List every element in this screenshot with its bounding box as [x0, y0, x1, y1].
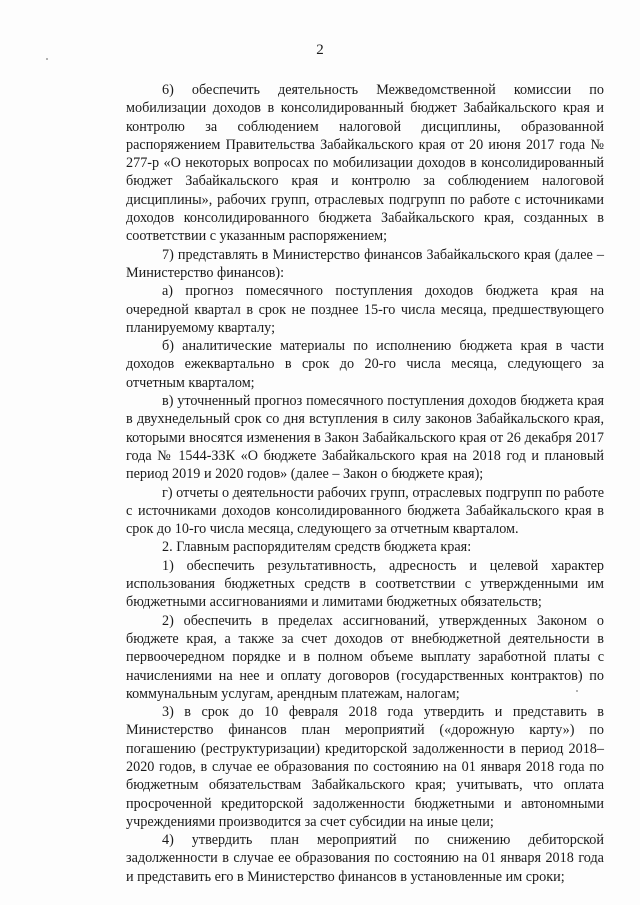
paragraph-subitem-a: а) прогноз помесячного поступления доходов бюджета края на очередной квартал в срок не позднее 15-го числа месяца, предшествующего планируемому кварталу; — [126, 283, 604, 336]
scan-speck — [46, 58, 48, 60]
paragraph-subitem-v: в) уточненный прогноз помесячного поступления доходов бюджета края в двухнедельный срок со дня вступления в силу законов Забайкальского края, которыми вносятся изменения в Закон Забайкальского края от 26 декабря 2017 года № 1544-ЗЗК «О бюджете Забайкальского края на 2018 год и плановый период 2019 и 2020 годов» (далее – Закон о бюджете края); — [126, 393, 604, 483]
paragraph-item-4: 4) утвердить план мероприятий по снижению дебиторской задолженности в случае ее образования по состоянию на 01 января 2018 года и представить его в Министерство финансов в установленные им сроки; — [126, 832, 604, 885]
paragraph-item-6: 6) обеспечить деятельность Межведомственной комиссии по мобилизации доходов в консолидированный бюджет Забайкальского края и контролю за соблюдением налоговой дисциплины, образованной распоряжением Правительства Забайкальского края от 20 июня 2017 года № 277-р «О некоторых вопросах по мобилизации доходов в консолидированный бюджет Забайкальского края и контролю за соблюдением налоговой дисциплины», рабочих групп, отраслевых подгрупп по работе с источниками доходов консолидированного бюджета Забайкальского края, созданных в соответствии с указанным распоряжением; — [126, 82, 604, 245]
paragraph-subitem-g: г) отчеты о деятельности рабочих групп, отраслевых подгрупп по работе с источниками доходов консолидированного бюджета Забайкальского края в срок до 10-го числа месяца, следующего за отчетным кварталом. — [126, 484, 604, 538]
paragraph-section-2: 2. Главным распорядителям средств бюджета края: — [162, 539, 472, 556]
paragraph-item-7: 7) представлять в Министерство финансов Забайкальского края (далее – Министерство финансов): — [126, 246, 604, 281]
document-body — [126, 81, 604, 886]
paragraph-item-3: 3) в срок до 10 февраля 2018 года утвердить и представить в Министерство финансов план мероприятий («дорожную карту») по погашению (реструктуризации) кредиторской задолженности в период 2018–2020 годов, в случае ее образования по состоянию на 01 января 2018 года по бюджетным обязательствам Забайкальского края; учитывать, что оплата просроченной кредиторской задолженности бюджетными и автономными учреждениями производится за счет субсидии на иные цели; — [126, 704, 604, 830]
paragraph-item-1: 1) обеспечить результативность, адресность и целевой характер использования бюджетных средств в соответствии с утвержденными им бюджетными ассигнованиями и лимитами бюджетных обязательств; — [126, 557, 604, 611]
page-number: 2 — [316, 42, 324, 58]
paragraph-item-2: 2) обеспечить в пределах ассигнований, утвержденных Законом о бюджете края, а также за счет доходов от внебюджетной деятельности в первоочередном порядке и в полном объеме выплату заработной платы с начислениями на нее и оплату договоров (государственных контрактов) по коммунальным услугам, арендным платежам, налогам; — [126, 612, 604, 702]
paragraph-subitem-b: б) аналитические материалы по исполнению бюджета края в части доходов ежеквартально в срок до 20-го числа месяца, следующего за отчетным кварталом; — [126, 338, 604, 391]
